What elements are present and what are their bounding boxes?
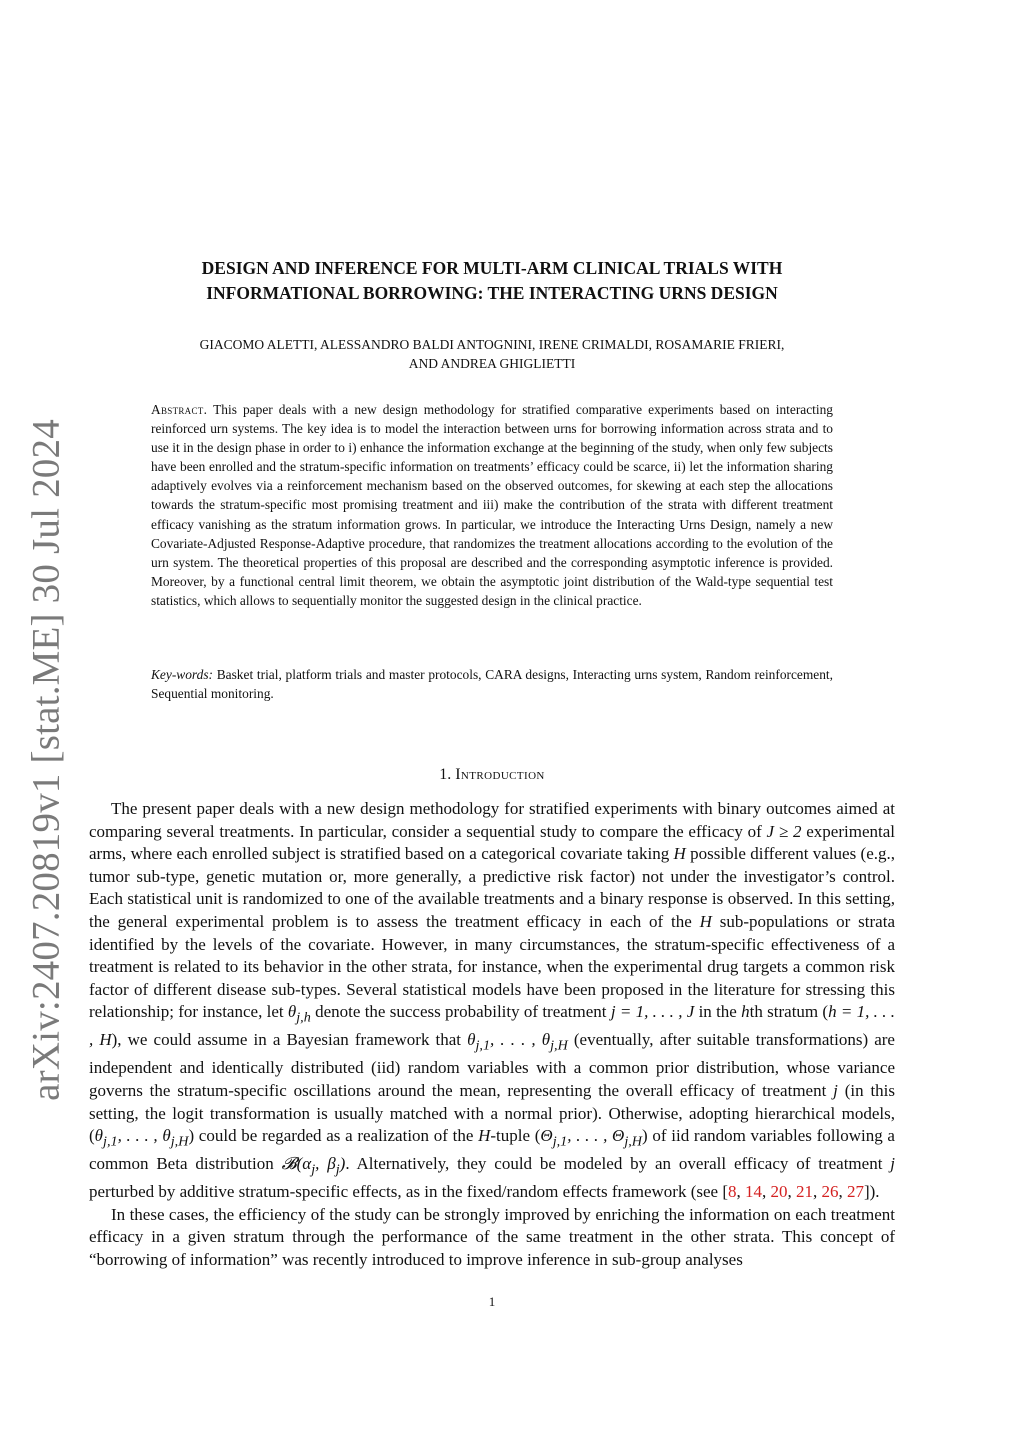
paragraph-text: ), we could assume in a Bayesian framework that [111,1030,468,1050]
paragraph-text: denote the success probability of treatment [310,1002,611,1022]
citation-link[interactable]: 14 [744,1182,762,1202]
math-subscript: j,H [550,1037,568,1054]
keywords-text: Basket trial, platform trials and master protocols, CARA designs, Interacting urns system, Random reinforcement, Sequential monitoring. [151,667,833,702]
math-inline: H [673,844,686,864]
paragraph-text: th stratum ( [749,1002,829,1022]
paragraph-text: ]). [863,1182,880,1202]
math-inline: J ≥ 2 [766,821,802,841]
math-inline: 𝓑(α [281,1154,312,1174]
paragraph-text: -tuple ( [490,1126,541,1146]
body-paragraph-1: The present paper deals with a new design methodology for stratified experiments with binary outcomes aimed at comparing several treatments. In particular, consider a sequential study to compare the efficacy of J ≥ 2 experimental arms, where each enrolled subject is stratified based on a categorical covariate taking H possible different values (e.g., tumor sub-type, genetic mutation or, more generally, a predictive risk factor) not under the investigator’s control. Each statistical unit is randomized to one of the available treatments and a binary response is observed. In this setting, the general experimental problem is to assess the treatment efficacy in each of the H sub-populations or strata identified by the levels of the covariate. However, in many circumstances, the stratum-specific effectiveness of a treatment is related to its behavior in the other strata, for instance, when the experimental drug targets a common risk factor of different disease sub-types. Several statistical models have been proposed in the literature for stressing this relationship; for instance, let $\theta_{j,h}$ denote the success probability of treatment j = 1, . . . , J in the hth stratum (h = 1, . . . , H), we could assume in a Bayesian framework that $\theta_{j,1}$, . . . , $\theta_{j,H}$ (eventually, after suitable transformations) are independent and identically distributed (iid) random variables with a common prior distribution, whose variance governs the stratum-specific oscillations around the mean, representing the overall efficacy of treatment j (in this setting, the logit transformation is usually matched with a normal prior). Otherwise, adopting hierarchical models, ($\theta_{j,1}$, . . . , $\theta_{j,H}$) could be regarded as a realization of the H-tuple ($\Theta_{j,1}$, . . . , $\Theta_{j,H}$) of iid random variables following a common Beta distribution $𝓑(\alpha_j$, $\beta_j$). Alternatively, they could be modeled by an overall efficacy of treatment j perturbed by additive stratum-specific effects, as in the fixed/random effects framework (see [8, 14, 20, 21, 26, 27]). [89,799,896,1202]
math-subscript: j,H [170,1133,189,1150]
citation-link[interactable]: 26 [821,1182,839,1202]
math-subscript: j,1 [475,1037,491,1054]
paragraph-text: possible different values (e.g., tumor sub-type, genetic mutation or, more generally, a predictive risk factor) not under the investigator’s control. Each statistical unit is randomized to one of the available treatments and a binary response is observed. In this setting, the general experimental problem is to assess the treatment efficacy in each of the [89,844,895,931]
math-subscript: j,h [296,1009,311,1026]
keywords-label: Key-words: [151,667,213,682]
title-line-2: INFORMATIONAL BORROWING: THE INTERACTING URNS DESIGN [206,283,778,303]
math-inline: θ [287,1002,297,1022]
author-list [120,335,864,373]
math-inline: j = 1, . . . , J [610,1002,695,1022]
paragraph-text: (eventually, after suitable transformations) are independent and identically distributed (iid) random variables with a common prior distribution, whose variance governs the stratum-specific oscillations around the mean, representing the overall efficacy of treatment [89,1030,895,1100]
math-inline: , β [315,1154,336,1174]
title-line-1: DESIGN AND INFERENCE FOR MULTI-ARM CLINICAL TRIALS WITH [201,258,783,278]
math-inline: Θ [540,1126,553,1146]
paragraph-text: in the [694,1002,742,1022]
abstract-text: This paper deals with a new design methodology for stratified comparative experiments based on interacting reinforced urn systems. The key idea is to model the interaction between urns for borrowing information across strata and to use it in the design phase in order to i) enhance the information exchange at the beginning of the study, when only few subjects have been enrolled and the stratum-specific information on treatments’ efficacy could be scarce, ii) let the information sharing adaptively evolves via a reinforcement mechanism based on the observed outcomes, for skewing at each step the allocations towards the stratum-specific most promising treatment and iii) make the contribution of the strata with different treatment efficacy vanishing as the stratum information grows. In particular, we introduce the Interacting Urns Design, namely a new Covariate-Adjusted Response-Adaptive procedure, that randomizes the treatment allocations according to the evolution of the urn system. The theoretical properties of this proposal are described and the corresponding asymptotic inference is provided. Moreover, by a functional central limit theorem, we obtain the asymptotic joint distribution of the Wald-type sequential test statistics, which allows to sequentially monitor the suggested design in the clinical practice. [151,402,834,608]
keywords [151,665,833,703]
section-heading-introduction [120,766,864,784]
section-title: Introduction [455,766,545,783]
paragraph-text: . Alternatively, they could be modeled by an overall efficacy of treatment [345,1154,891,1174]
citation-link[interactable]: 8 [727,1182,737,1202]
introduction-body [89,798,895,1271]
citation-link[interactable]: 27 [846,1182,864,1202]
math-inline: θ [94,1126,104,1146]
abstract-label: Abstract. [151,402,208,417]
math-inline: , . . . , θ [490,1030,551,1050]
paragraph-text: ) could be regarded as a realization of the [188,1126,479,1146]
paragraph-text: perturbed by additive stratum-specific effects, as in the fixed/random effects framework (see [ [89,1182,728,1202]
section-number: 1. [439,766,452,783]
math-inline: , . . . , θ [117,1126,171,1146]
math-subscript: j,1 [552,1133,568,1150]
paragraph-text: ) of iid random variables following a common Beta distribution [89,1126,895,1174]
authors-line-2: AND ANDREA GHIGLIETTI [408,356,576,371]
math-inline: j [833,1080,838,1100]
citation-link[interactable]: 20 [770,1182,788,1202]
math-inline: h [741,1002,750,1022]
paragraph-text: sub-populations or strata identified by the levels of the covariate. However, in many circumstances, the stratum-specific effectiveness of a treatment is related to its behavior in the other strata, for instance, when the experimental drug targets a common risk factor of different disease sub-types. Several statistical models have been proposed in the literature for stressing this relationship; for instance, let [89,911,895,1022]
abstract [151,400,833,610]
math-subscript: j [335,1161,340,1178]
paragraph-text: (in this setting, the logit transformation is usually matched with a normal prior). Otherwise, adopting hierarchical models, ( [89,1080,895,1146]
math-subscript: j,1 [103,1133,118,1150]
citation-link[interactable]: 21 [795,1182,813,1202]
math-inline: , . . . , Θ [567,1126,625,1146]
math-inline: ) [339,1154,346,1174]
authors-line-1: GIACOMO ALETTI, ALESSANDRO BALDI ANTOGNINI, IRENE CRIMALDI, ROSAMARIE FRIERI, [199,337,785,352]
math-inline: h = 1, . . . , H [89,1002,895,1050]
arxiv-identifier-stamp: arXiv:2407.20819v1 [stat.ME] 30 Jul 2024 [24,419,68,1101]
math-inline: H [699,911,712,931]
math-inline: θ [467,1030,476,1050]
math-inline: H [478,1126,491,1146]
math-inline: j [890,1154,896,1174]
math-subscript: j,H [624,1133,643,1150]
paragraph-text: The present paper deals with a new design methodology for stratified experiments with binary outcomes aimed at comparing several treatments. In particular, consider a sequential study to compare the efficacy of [89,799,895,841]
math-subscript: j [311,1161,316,1178]
body-paragraph-2: In these cases, the efficiency of the study can be strongly improved by enriching the information on each treatment efficacy in a given stratum through the performance of the same treatment in the other strata. This concept of “borrowing of information” was recently introduced to improve inference in sub-group analyses [89,1204,895,1269]
page-number: 1 [488,1294,496,1309]
paper-title [120,256,864,306]
paragraph-text: experimental arms, where each enrolled subject is stratified based on a categorical covariate taking [89,821,895,864]
